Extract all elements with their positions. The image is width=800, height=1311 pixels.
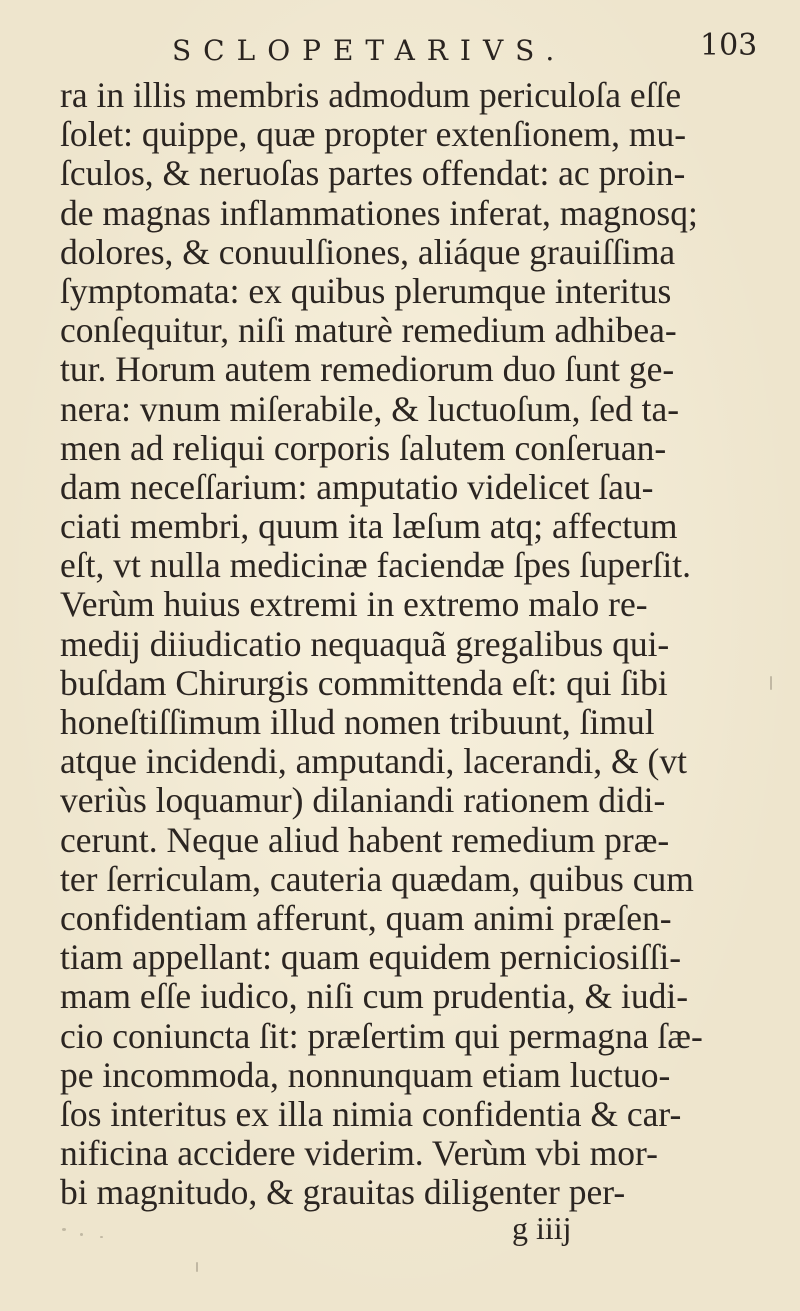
text-line: ciati membri, quum ita læſum atq; affectum: [60, 507, 678, 547]
signature-mark: g iiij: [512, 1210, 572, 1246]
text-line: honeſtiſſimum illud nomen tribuunt, ſimul: [60, 703, 655, 742]
body-text: [60, 76, 750, 1212]
paper-speck: [196, 1262, 198, 1272]
text-line: ſos interitus ex illa nimia confidentia & car-: [60, 1094, 682, 1134]
paper-speck: [80, 1233, 83, 1236]
text-line: ra in illis membris admodum periculoſa eſſe: [60, 76, 682, 115]
text-line: de magnas inflammationes inferat, magnosq;: [60, 193, 698, 233]
text-line: conſequitur, niſi maturè remedium adhibea-: [60, 311, 677, 351]
text-line: cerunt. Neque aliud habent remedium præ-: [60, 820, 670, 860]
text-line: men ad reliqui corporis ſalutem conſeruan-: [60, 428, 667, 468]
paper-speck: [770, 676, 772, 690]
text-line: confidentiam afferunt, quam animi præſen-: [60, 898, 672, 938]
text-line: Verùm huius extremi in extremo malo re-: [60, 585, 648, 625]
text-line: medij diiudicatio nequaquã gregalibus qui-: [60, 624, 670, 664]
paper-speck: [62, 1228, 66, 1231]
text-line: pe incommoda, nonnunquam etiam luctuo-: [60, 1055, 671, 1095]
text-line: ſolet: quippe, quæ propter extenſionem, mu-: [60, 115, 687, 155]
text-line: tur. Horum autem remediorum duo ſunt ge-: [60, 350, 675, 390]
text-line: ſculos, & neruoſas partes offendat: ac proin-: [60, 154, 686, 194]
text-line: mam eſſe iudico, niſi cum prudentia, & iudi-: [60, 977, 689, 1017]
text-line: cio coniuncta ſit: præſertim qui permagna ſæ-: [60, 1016, 703, 1056]
paper-speck: [100, 1236, 103, 1238]
page-number: 103: [700, 28, 758, 63]
text-line: bi magnitudo, & grauitas diligenter per-: [60, 1173, 626, 1213]
text-line: tiam appellant: quam equidem perniciosiſſi-: [60, 938, 682, 978]
text-line: ſymptomata: ex quibus plerumque interitus: [60, 271, 672, 311]
text-line: dolores, & conuulſiones, aliáque grauiſſima: [60, 232, 676, 272]
running-head: SCLOPETARIVS.: [172, 34, 567, 67]
text-line: veriùs loquamur) dilaniandi rationem didi-: [60, 781, 666, 821]
text-line: ter ſerriculam, cauteria quædam, quibus cum: [60, 859, 694, 899]
text-line: atque incidendi, amputandi, lacerandi, & (vt: [60, 742, 687, 782]
text-line: nera: vnum miſerabile, & luctuoſum, ſed ta-: [60, 389, 680, 429]
text-line: dam neceſſarium: amputatio videlicet ſau-: [60, 467, 654, 507]
page-header: [0, 18, 800, 68]
text-line: buſdam Chirurgis committenda eſt: qui ſibi: [60, 663, 668, 703]
text-line: nificina accidere viderim. Verùm vbi mor-: [60, 1134, 658, 1174]
text-line: eſt, vt nulla medicinæ faciendæ ſpes ſuperſit.: [60, 546, 691, 586]
